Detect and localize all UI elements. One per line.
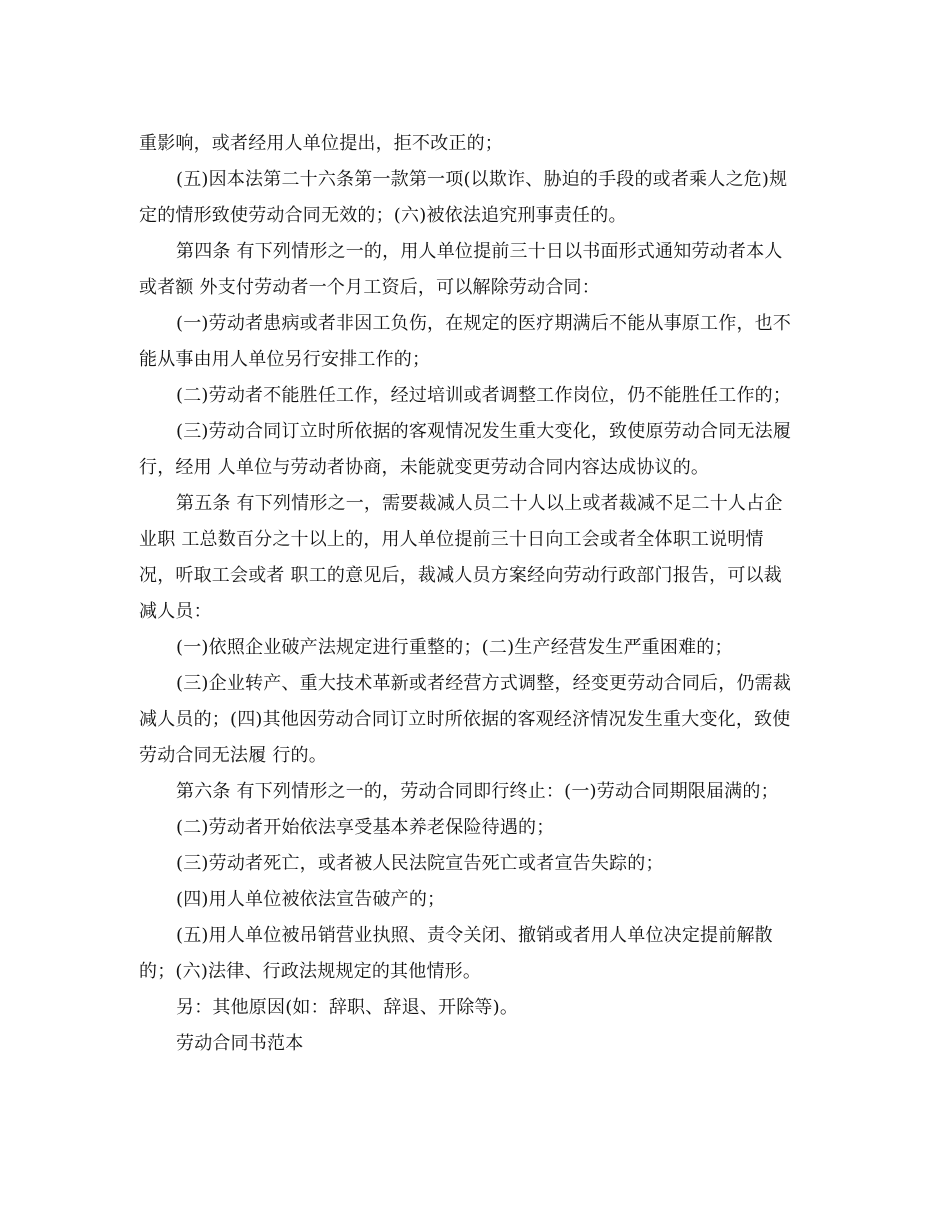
- text-line: 劳动合同书范本: [176, 1033, 304, 1054]
- text-line: 的；(六)法律、行政法规规定的其他情形。: [139, 961, 482, 982]
- text-line: (一)依照企业破产法规定进行重整的；(二)生产经营发生严重困难的；: [176, 637, 733, 658]
- text-line: (四)用人单位被依法宣告破产的；: [176, 889, 446, 910]
- text-line: (五)用人单位被吊销营业执照、责令关闭、撤销或者用人单位决定提前解散: [176, 925, 773, 946]
- text-line: 定的情形致使劳动合同无效的；(六)被依法追究刑事责任的。: [139, 205, 627, 226]
- text-line: (一)劳动者患病或者非因工负伤，在规定的医疗期满后不能从事原工作，也不: [176, 313, 792, 334]
- text-line: 况，听取工会或者 职工的意见后，裁减人员方案经向劳动行政部门报告，可以裁: [139, 565, 782, 586]
- text-line: 第五条 有下列情形之一，需要裁减人员二十人以上或者裁减不足二十人占企: [176, 493, 783, 514]
- text-line: (三)企业转产、重大技术革新或者经营方式调整，经变更劳动合同后，仍需裁: [176, 673, 792, 694]
- text-line: 第四条 有下列情形之一的，用人单位提前三十日以书面形式通知劳动者本人: [176, 241, 783, 262]
- text-line: (三)劳动合同订立时所依据的客观情况发生重大变化，致使原劳动合同无法履: [176, 421, 792, 442]
- text-line: 业职 工总数百分之十以上的，用人单位提前三十日向工会或者全体职工说明情: [139, 529, 764, 550]
- text-line: 第六条 有下列情形之一的，劳动合同即行终止：(一)劳动合同期限届满的；: [176, 781, 779, 802]
- text-line: 另：其他原因(如：辞职、辞退、开除等)。: [176, 997, 519, 1018]
- text-line: (二)劳动者开始依法享受基本养老保险待遇的；: [176, 817, 555, 838]
- text-line: (五)因本法第二十六条第一款第一项(以欺诈、胁迫的手段的或者乘人之危)规: [176, 169, 788, 190]
- document-body: [139, 126, 819, 1062]
- text-line: 减人员的；(四)其他因劳动合同订立时所依据的客观经济情况发生重大变化，致使: [139, 709, 791, 730]
- text-line: 重影响，或者经用人单位提出，拒不改正的；: [139, 133, 503, 154]
- text-line: 减人员：: [139, 601, 212, 622]
- text-line: 行，经用 人单位与劳动者协商，未能就变更劳动合同内容达成协议的。: [139, 457, 710, 478]
- text-line: (三)劳动者死亡，或者被人民法院宣告死亡或者宣告失踪的；: [176, 853, 664, 874]
- text-line: 能从事由用人单位另行安排工作的；: [139, 349, 431, 370]
- text-line: 劳动合同无法履 行的。: [139, 745, 327, 766]
- text-line: (二)劳动者不能胜任工作，经过培训或者调整工作岗位，仍不能胜任工作的；: [176, 385, 792, 406]
- text-line: 或者额 外支付劳动者一个月工资后，可以解除劳动合同：: [139, 277, 600, 298]
